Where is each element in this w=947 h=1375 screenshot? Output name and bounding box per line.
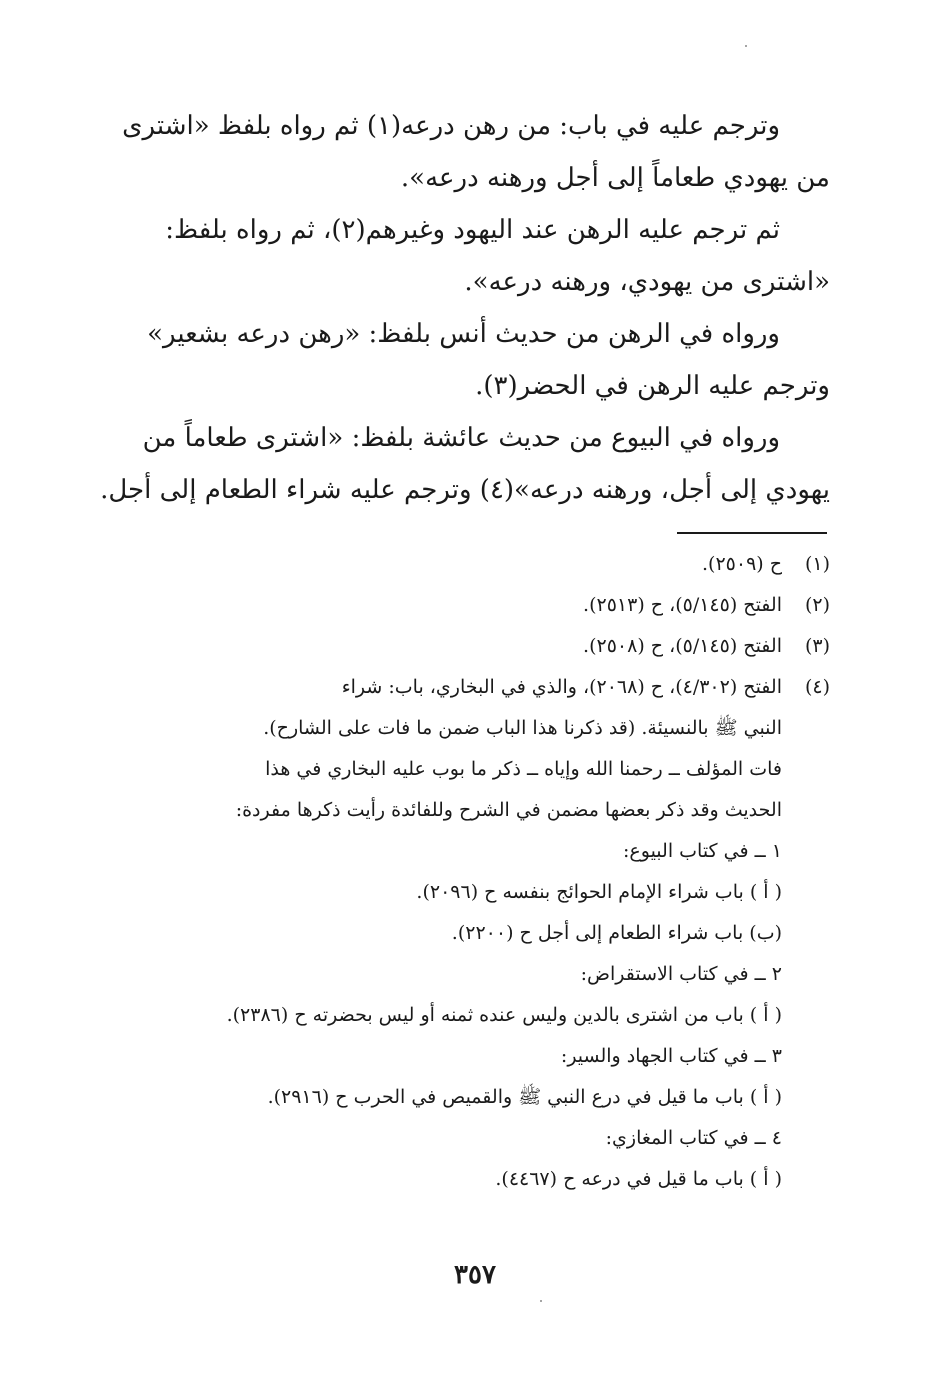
footnote-text: الفتح (٤/٣٠٢)، ح (٢٠٦٨)، والذي في البخاري، باب: شراء [341,676,782,698]
footnote-4 [150,667,830,708]
footnote-continuation: النبي ﷺ بالنسيئة. (قد ذكرنا هذا الباب ضمن ما فات على الشارح). [263,717,782,739]
footnote-list-item: ( أ ) باب شراء الإمام الحوائج بنفسه ح (٢٠٩٦). [416,881,782,903]
body-line: وترجم عليه الرهن في الحضر(٣). [475,371,830,401]
footnote-number: (٣) [804,635,830,657]
body-line: ورواه في البيوع من حديث عائشة بلفظ: «اشترى طعاماً من [142,423,780,453]
footnote-continuation: ٤ ــ في كتاب المغازي: [605,1127,782,1149]
footnote-text: الفتح (٥/١٤٥)، ح (٢٥١٣). [583,594,782,616]
footnote-continuation: فات المؤلف ــ رحمنا الله وإياه ــ ذكر ما بوب عليه البخاري في هذا [265,758,782,780]
footnote-continuation: ١ ــ في كتاب البيوع: [623,840,782,862]
scan-speck [540,1300,542,1302]
footnote-continuation: الحديث وقد ذكر بعضها مضمن في الشرح وللفائدة رأيت ذكرها مفردة: [235,799,782,821]
footnote-list-item: (ب) باب شراء الطعام إلى أجل ح (٢٢٠٠). [451,922,782,944]
footnote-continuation: ٣ ــ في كتاب الجهاد والسير: [560,1045,782,1067]
footnote-3 [150,626,830,667]
footnote-list-item: ( أ ) باب ما قيل في درعه ح (٤٤٦٧). [495,1168,782,1190]
body-line: من يهودي طعاماً إلى أجل ورهنه درعه». [400,163,830,193]
footnote-list-item: ( أ ) باب ما قيل في درع النبي ﷺ والقميص في الحرب ح (٢٩١٦). [267,1086,782,1108]
body-line: «اشترى من يهودي، ورهنه درعه». [464,267,830,297]
body-line: وترجم عليه في باب: من رهن درعه(١) ثم رواه بلفظ «اشترى [122,111,780,141]
footnote-1 [150,544,830,585]
body-line: يهودي إلى أجل، ورهنه درعه»(٤) وترجم عليه شراء الطعام إلى أجل. [100,475,830,505]
footnote-2 [150,585,830,626]
footnote-continuation: ٢ ــ في كتاب الاستقراض: [580,963,782,985]
footnote-number: (١) [804,553,830,575]
footnotes [150,544,830,1200]
page-number: ٣٥٧ [454,1260,496,1290]
footnote-text: ح (٢٥٠٩). [702,553,782,575]
footnote-text: الفتح (٥/١٤٥)، ح (٢٥٠٨). [583,635,782,657]
scan-speck [745,45,747,47]
footnote-separator [677,532,827,534]
body-line: ورواه في الرهن من حديث أنس بلفظ: «رهن درعه بشعير» [147,319,780,349]
main-text [100,100,830,516]
body-line: ثم ترجم عليه الرهن عند اليهود وغيرهم(٢)، ثم رواه بلفظ: [165,215,780,245]
footnote-number: (٤) [804,676,830,698]
footnote-list-item: ( أ ) باب من اشترى بالدين وليس عنده ثمنه أو ليس بحضرته ح (٢٣٨٦). [226,1004,782,1026]
footnote-number: (٢) [804,594,830,616]
